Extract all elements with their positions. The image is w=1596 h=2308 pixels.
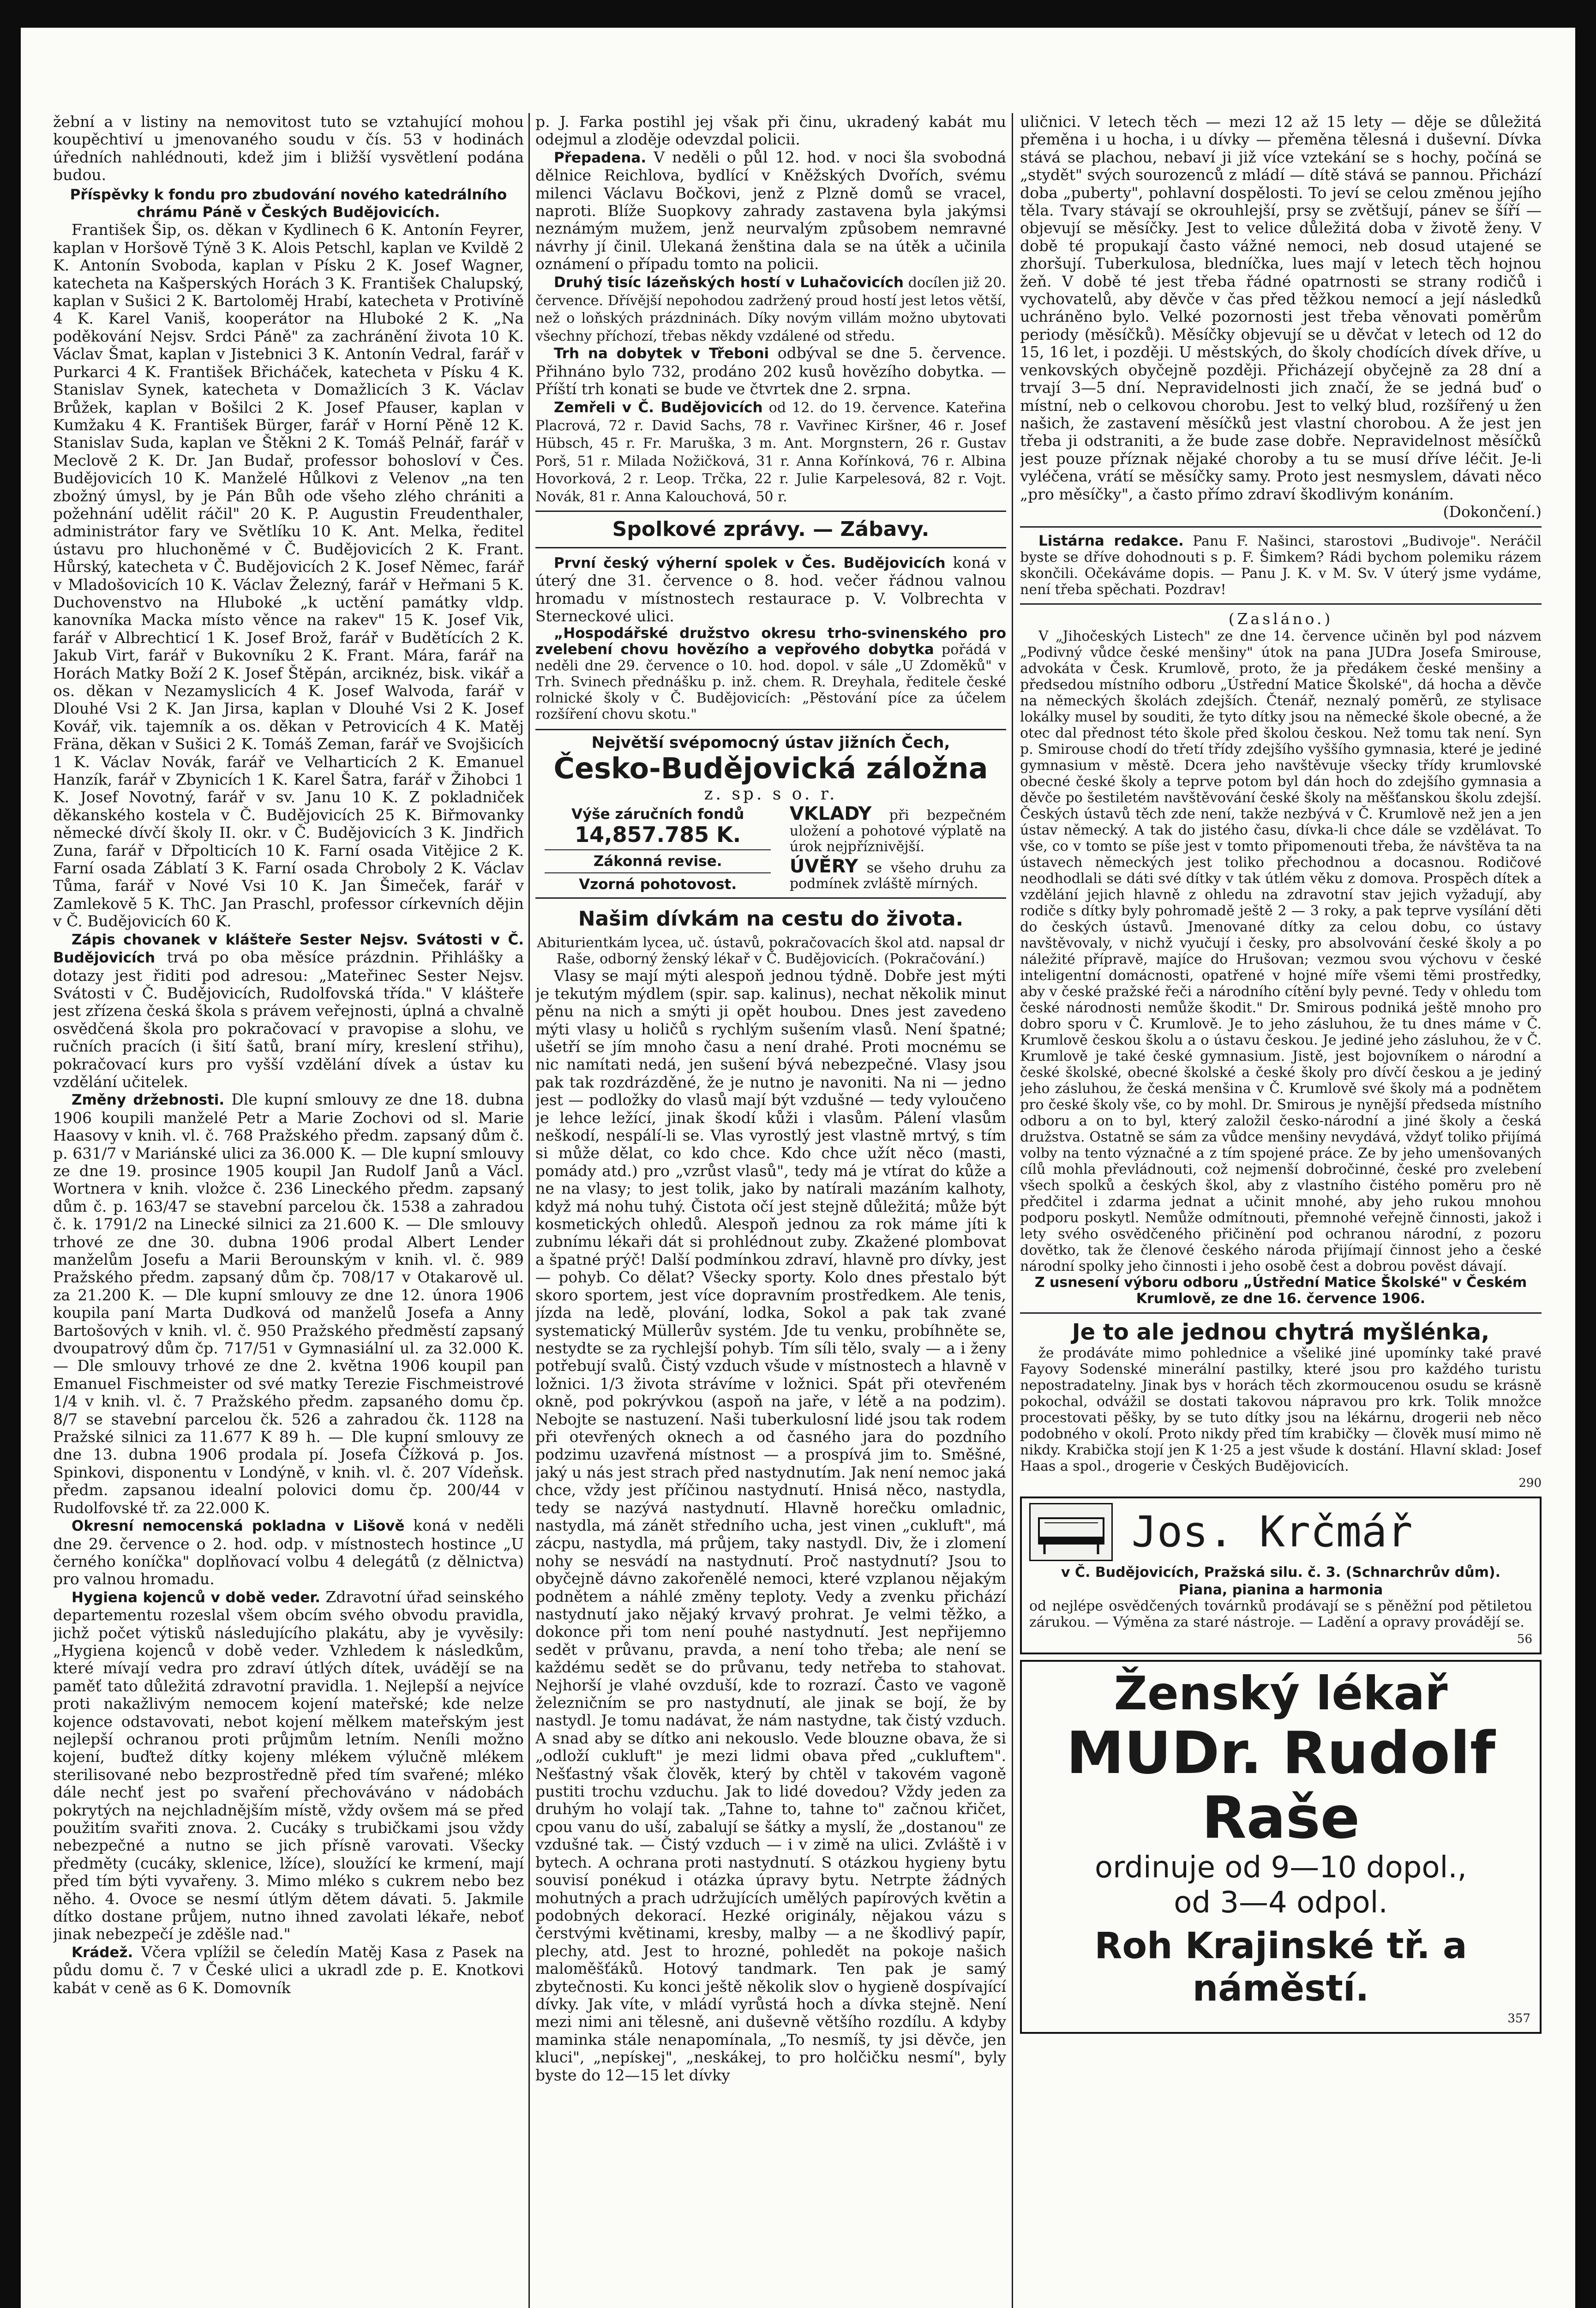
article-heading: Zápis chovanek v klášteře Sester Nejsv. Svátosti v Č. Budějovicích [53, 931, 524, 967]
article-heading: „Hospodářské družstvo okresu trho-svinenského pro zvelebení chovu hovězího a vepřového dobytka [535, 625, 1006, 658]
article-heading: Listárna redakce. [1038, 533, 1184, 550]
pastilky-ad-title: Je to ale jednou chytrá myšlénka, [1072, 1319, 1490, 1345]
krcmar-name: Jos. Krčmář [1131, 1507, 1413, 1557]
article-text: Panu F. Našinci, starostovi „Budivoje". Neráčil byste se dříve dohodnouti s p. F. Šimkem? Rádi bychom polemiku rázem skončili. Očekáváme dopis. — Panu J. K. v M. Sv. V úterý jsme vydáme, není třeba spěchati. Pozdrav! [1020, 533, 1542, 598]
article-heading: Změny držebnosti. [72, 1092, 225, 1109]
column-left [53, 113, 524, 2308]
krcmar-text: od nejlépe osvědčených továrnků prodávají se s pěněžní pod pětiletou zárukou. — Výměna za staré nástroje. — Ladění a opravy provádějí se. [1029, 1598, 1532, 1630]
bank-readiness: Vzorná pohotovost. [579, 876, 737, 893]
section-divider [535, 547, 1006, 548]
article-heading: Přepadena. [554, 149, 647, 166]
bank-funds [535, 806, 780, 893]
doctor-hours-afternoon: od 3—4 odpol. [1174, 1885, 1388, 1920]
doctor-title: Ženský lékař [1114, 1666, 1448, 1720]
bank-revision: Zákonná revise. [593, 853, 722, 870]
section-label: (Zasláno.) [1228, 610, 1333, 628]
article-paragraph [535, 149, 1006, 273]
article-text: pořádá v neděli dne 29. července o 10. hod. dopol. v sále „U Zdoměků" v Trh. Svinech přednášku p. inž. chem. R. Dreyhala, ředitele české rolnické školy v Č. Budějovicích: „Pěstování píce za účelem rozšíření chovu skotu." [535, 641, 1006, 722]
bank-details [535, 803, 1006, 893]
article-paragraph [1020, 533, 1542, 598]
article-text: Vlasy se mají mýti alespoň jednou týdně. Dobře jest mýti je tekutým mýdlem (spir. sap. kalinus), nechat několik minut pěnu na nich a smýti ji opět houbou. Dnes jest zavedeno mýti vlasy u holičů s rychlým sušením vlasů. Není špatné; ušetří se jím mnoho času a není drahé. Proti mocnému se nic namítati nedá, jen sušení bývá nebezpečné. Vlasy jsou pak tak rozdrázděné, že je nutno je navoniti. Na ni — jedno jest — podložky do vlasů mají být vzdušné — tedy vyloučeno je lehce ležící, jinak škodí kůži i vlasům. Pálení vlasům neškodí, nespálí-li se. Vlas vyrostlý jest vlastně mrtvý, s tím si může dělat, co kdo chce. Kdo chce užít něco (masti, pomády atd.) pro „vzrůst vlasů", tedy má je vtírat do kůže a ne na vlasy; to jest tolik, jako by natírali mazáním kalhoty, když má nohu tuhý. Čistota očí jest stejně důležitá; může být kosmetických ohledů. Alespoň jednou za rok máme jíti k zubnímu lékaři dát si prohlédnout zuby. Zkažené plombovat a špatné prýč! Další podmínkou zdraví, hlavně pro dívky, jest — pohyb. Co dělat? Všecky sporty. Kolo dnes přestalo být skoro sportem, jest více dopravním prostředkem. Ale tenis, jízda na ledě, plování, lodka, Sokol a pak tak zvané systematický Müllerův systém. Jde tu venku, probíhněte se, nestydte se za rychlejší pohyb. Tím síli tělo, svaly — a i ženy potřebují svalů. Čistý vzduch všude v místnostech a hlavně v ložnici. 1/3 života strávíme v ložnici. Spát při otevřeném okně, pod pokrývkou (aspoň na jaře, v létě a na podzim). Nebojte se nastuzení. Naši tuberkulosní lidé jsou tak rodem při otevřených oknech a od časného jara do pozdního podzimu uzavřená místnost — a prospívá jim to. Směšné, jaký u nás jest strach před nastydnutím. Jak není nemoc jaká chce, vždy jest příčinou nastydnutí. Hnisá něco, nastydla, tedy se nazývá nastydnutí. Hlavně horečku omladnic, nastydla, má zánět středního ucha, jest vinen „cukluft", má zácpu, nastydla, má průjem, taky nastydl. Div, že i zlomení nohy se nesvádí na nastydnutí. Proč nastydnutí? Jsou to obyčejně dávno zakořenělé nemoci, které vzplanou nějakým podnětem a náhlé změny teploty. Vedy a zvenku přichází nastydnutí jako nějaký krvavý prohrat. Je velmi těžko, a dokonce při tom není pouhé nastydnutí. Jest nepřijemno sedět v průvanu, pravda, a není toho třeba; ale není se každému sedět se do průvanu, tedy netřeba to stahovat. Nejhorší je vlahé ovzduší, kde to rozrazí. Často ve vagoně železničním se pro nastydnutí, ale jinak se bojí, že by nastydl. Je tomu nadávat, že nám nastydne, tak čistý vzduch. A snad aby se dítko ani nekouslo. Vede blouzne obava, že si „odloží cukluft" je mezi lidmi obava před „cukluftem". Nešťastný však člověk, který by chtěl v takovém vagoně pustiti trochu vzduchu. Jak to lidé dovedou? Vždy jeden za druhým ho volají tak. „Tahne to, tahne to" začnou křičet, cpou vanu do uší, zabalují se šátky a myslí, že „dostanou" ze vzdušné tak. — Čistý vzduch — i v zimě na ulici. Zvláště i v bytech. A ochrana proti nastydnutí. S otázkou hygieny bytu souvisí ponékud i otázka úpravy bytu. Netrpte žádných mohutných a prach udržujících umělých papírových květin a podobných dekorací. Hezké originály, nějakou vázu s čerstvými květinami, kresby, malby — a ne škodlivý papír, plechy, atd. Jest to hrozné, pohledět na pokoje našich maloměšťáků. Hotový tandmark. Ten pak je samý zbytečnosti. Ku konci ještě několik slov o hygieně dospívající dívky. Jak víte, v mládí vyrůstá hoch a dívka stejně. Není mezi nimi ani tělesně, ani duševně většího rozdílu. A kdyby maminka stále nenapomínala, „To nesmíš, ty jsi děvče, jen kluci", „nepískej", „neskákej, to pro holčičku nesmí", byly byste do 12—15 let dívky [535, 967, 1006, 2084]
column-right [1020, 113, 1542, 2308]
section-divider [1020, 526, 1542, 528]
scan-border-top [0, 0, 1596, 28]
article-text: trvá po oba měsíce prázdnin. Přihlášky a dotazy jest řiditi pod adresou: „Mateřinec Sester Nejsv. Svátosti v Č. Budějovicích, Rudolfovská třída." V klášteře jest zřízena česká škola s právem veřejnosti, úplná a chvalně osvědčená škola pro pokračovací v pravopise a slohu, ve ručních pracích (i šití šatů, braní míry, kreslení střihu), pokračovací kurs pro vyšší vzdělání dívek a ústav ku vzdělání učitelek. [53, 948, 524, 1091]
bank-deposits-text: při bezpečném uložení a pohotové výplatě na úrok nejpříznivější. [789, 807, 1006, 855]
article-heading: Příspěvky k fondu pro zbudování nového katedrálního chrámu Páně v Českých Budějovicích. [70, 186, 507, 221]
bank-funds-label: Výše záručních fondů [571, 806, 744, 823]
article-paragraph [535, 344, 1006, 398]
scan-border-right [1575, 0, 1596, 2308]
article-heading: Hygiena kojenců v době veder. [72, 1589, 321, 1606]
article-text: V „Jihočeských Listech" ze dne 14. července učiněn byl pod názvem „Podivný vůdce české menšiny" útok na pana JUDra Josefa Smirouse, advokáta v Česk. Krumlově, proto, že ja předákem české menšiny a předsedou místního odboru „Ústřední Matice Školské", dá hocha a děvče na německých školách zdejších. Čtenář, neznalý poměrů, ze stylisace lokálky musel by souditi, že tyto dítky jsou na německé škole obecné, a že otec dal přednost této škole před školou českou. Než tomu tak není. Syn p. Smirouse chodí do třetí třídy zdejšího vyššího gymnasia, které je jediné gymnasium v městě. Dcera jeho navštěvuje všecky třídy krumlovské obecné české školy a teprve potom byl dán hoch do zdejšího gymnasia a děvče po šestiletém navštěvování české školy na měšťanskou školu zdejší. Českých ústavů těch zde není, takže nezbývá v Č. Krumlově než jen a jen ústav německý. A tak do jistého času, dívka-li chce dále se vzdělávat. To vše, co v tomto se píše jest v tomto připomenouti třeba, že návštěva ta na ústavech německých jest toliko přechodnou a docasnou. Rodičové neodhodlali se dáti své dítky v tak útlém věku z domova. Prospěch dítek a vzdělání jejich hlavně z ohledu na zdravotní stav jejich vyžadují, aby rodiče s dítky byly pohromadě ještě 2 — 3 roky, a pak teprve vysílání děti do českých ústavů. Jmenované dítky za celou dobu, co ústavy navštěvovaly, v nichž vyučují i česky, pro absolvování české školy a po náležité přípravě, majíce do Hrušovan; vezmou svou výchovu v české inteligentní domácnosti, opatřené v hojné míře všemi těmi prostředky, aby v české pražské řeči a národního cítění byly pevné. Tedy v ohledu tom české národnosti nemůže škodit." Dr. Smirous podniká ještě mnoho pro dobro sporu v Č. Krumlově. Je to jeho zásluhou, že tu dnes máme v Č. Krumlově českou školu a o ústavu českou. Je jediné jeho zásluhou, že v Č. Krumlově je také české gymnasium. Jistě, jest bojovníkem o národní a české školské, obecné školské a české školy pro dívčí českou a je jediný jeho zásluhou, že česká menšina v Č. Krumlově své školy má a podnětem pro české školy vše, co by mohl. Dr. Smirous je nynější předseda místního odboru a on to byl, který založil česko-národní a jiné školy a česká družstva. Ostatně se sám za vůdce menšiny nevydává, vždyť toliko přijímá volby na tento význačné a z tím spojené práce. Ze by jeho umenšovaných cílů mohla převládnouti, což nejmenší dobročinné, české pro zvelebení všech spolků a českých škol, aby z vlastního čistého poměru pro ně předčitel i zdarma jednat a učinit mnohé, aby jeho rukou mnohou podporu poskytl. Nemůže odmítnouti, přemnohé veřejně činnosti, jakož i lety svého osvědčeného přičinění pod ochranou národní, z pozoru dovětko, tak že členové českého národa přijímají činnost jeho a české národní spolky jeho činnosti i jeho osobě čest a dobrou pověst dávají. [1020, 628, 1542, 1274]
article-paragraph [53, 1091, 524, 1517]
krcmar-advertisement [1020, 1497, 1542, 1654]
article-text: V neděli o půl 12. hod. v noci šla svobodná dělnice Reichlova, bydlící v Kněžských Dvořích, svému milenci Václavu Bočkovi, jenž z Plzně domů se vracel, naproti. Blíže Suopkovy zahrady zastavena byla jakýmsi neznámým mužem, jenž neurvalým způsobem nemravné návrhy jí činil. Ulekaná ženština dala se na útěk a učinila oznámení o případu tomto na policii. [535, 148, 1006, 273]
article-text: docílen již 20. července. Dřívější nepohodou zadržený proud hostí jest letos větší, než o loňských prázdninách. Díky novým villám možno ubytovati všechny příchozí, třebas někdy vzdálené od středu. [535, 274, 1006, 344]
section-divider [535, 511, 1006, 512]
divider [545, 849, 771, 850]
article-text: od 12. do 19. července. Kateřina Placrová, 72 r. David Sachs, 78 r. Vavřinec Kiršner, 46 r. Josef Hübsch, 45 r. Fr. Maruška, 3 m. Ant. Morgnstern, 26 r. Gustav Porš, 51 r. Milada Nožičková, 31 r. Anna Kořínková, 76 r. Albina Hovorková, 2 r. Leop. Trčka, 22 r. Julie Karpelesová, 82 r. Vojt. Novák, 81 r. Anna Kalouchová, 50 r. [535, 399, 1006, 505]
article-text: koná v úterý dne 31. července o 8. hod. večer řádnou valnou hromadu v místnostech restaurace p. V. Volbrechta v Sterneckové ulici. [535, 553, 1006, 625]
bank-credits [789, 856, 1006, 892]
doctor-name: MUDr. Rudolf Raše [1066, 1719, 1495, 1851]
continuation-note: (Dokončení.) [1443, 502, 1542, 521]
krcmar-location: v Č. Budějovicích, Pražská silu. č. 3. (Schnarchrův dům). [1061, 1564, 1500, 1581]
doctor-hours-morning: ordinuje od 9—10 dopol., [1094, 1850, 1467, 1885]
article-paragraph [535, 554, 1006, 625]
section-title: Spolkové zprávy. — Zábavy. [612, 517, 930, 541]
article-heading: Zemřeli v Č. Budějovicích [554, 399, 763, 416]
article-text: p. J. Farka postihl jej však při činu, ukradený kabát mu odejmul a zloděje odevzdal policii. [535, 113, 1006, 149]
article-intro: Abiturientkám lycea, uč. ústavů, pokračovacích škol atd. napsal dr Raše, odborný ženský lékař v Č. Budějovicích. (Pokračování.) [537, 935, 1005, 968]
article-text: koná v neděli dne 29. července o 2. hod. odp. v místnostech hostince „U černého koníčka" doplňovací volbu 4 delegátů (z dělnictva) pro valnou hromadu. [53, 1516, 524, 1588]
article-title: Našim dívkám na cestu do života. [578, 907, 964, 931]
piano-icon [1031, 1504, 1111, 1560]
bank-credits-label: ÚVĚRY [789, 856, 858, 878]
krcmar-subtitle: Piana, pianina a harmonia [1178, 1581, 1383, 1598]
article-text: Včera vplížil se čeledín Matěj Kasa z Pasek na půdu domu č. 7 v České ulici a ukradl zde p. E. Knotkovi kabát v ceně as 6 K. Domovník [53, 1942, 524, 1997]
column-rule [528, 113, 530, 2308]
doctor-advertisement [1020, 1660, 1542, 2034]
article-paragraph [535, 398, 1006, 505]
pastilky-ad-text: že prodáváte mimo pohlednice a všeliké jiné upomínky také pravé Fayovy Sodenské minerální pastilky, které jsou pro každého turistu nepostradatelny. Jinak bys v horách těch zkormoucenou osudu se krásně pokochal, odvážil se dostati takovou nápravou pro krk. Tolik množce procestovati pěšky, by se tuto dítky jsou na lékárnu, drogerii neb něco podobného v okolí. Proto nikdy před tím krabičky — člověk musí mimo ně nikdy. Krabička stojí jen K 1·25 a jest všude k dostání. Hlavní sklad: Josef Haas a spol., drogerie v Českých Budějovicích. [1020, 1345, 1542, 1474]
bank-advertisement [535, 729, 1006, 899]
divider [545, 872, 771, 873]
article-paragraph [535, 625, 1006, 722]
bank-legal-form: z. sp. s o. r. [704, 784, 838, 804]
article-heading: Trh na dobytek v Třeboni [554, 345, 769, 362]
krcmar-header [1029, 1503, 1532, 1561]
article-text: odbýval se dne 5. července. Přihnáno bylo 732, prodáno 202 kusů hovězího dobytka. — Příští trh konati se bude ve čtvrtek dne 2. srpna. [535, 344, 1006, 398]
article-heading: První český výherní spolek v Čes. Budějovicích [554, 554, 946, 571]
article-text: František Šip, os. děkan v Kydlinech 6 K. Antonín Feyrer, kaplan v Horšově Týně 3 K. Alois Petschl, kaplan ve Kvildě 2 K. Antonín Svoboda, kaplan v Písku 2 K. Josef Wagner, katecheta na Kašperských Horách 3 K. František Chalupský, kaplan v Sušici 2 K. Bartoloměj Hrabí, katecheta v Protivíně 4 K. Karel Vaniš, kooperátor na Hluboké 2 K. „Na poděkování Nejsv. Srdci Páně" za zachránění života 10 K. Václav Šmat, kaplan v Jistebnici 3 K. Antonín Vedral, farář v Purkarci 4 K. František Břicháček, katecheta v Písku 4 K. Stanislav Synek, katecheta v Domažlicích 3 K. Václav Brůžek, kaplan v Bošilci 2 K. Josef Pfauser, kaplan v Kumžaku 4 K. František Bürger, farář v Horní Pěně 12 K. Stanislav Suda, kaplan ve Štěkni 2 K. Tomáš Pelnář, farář v Meclově 2 K. Dr. Jan Budař, professor bohosloví v Čes. Budějovicích 10 K. Manželé Hůlkovi z Velenov „na ten zbožný úmysl, by je Pán Bůh ode všeho zlého chrániti a požehnání udělit ráčil" 20 K. P. Augustin Freudenthaler, administrátor fary ve Světlíku 10 K. Ant. Melka, ředitel ústavu pro hluchoněmé v Č. Budějovicích 2 K. Frant. Hůrský, katecheta v Č. Budějovicích 2 K. Josef Němec, farář v Mladošovicích 10 K. Václav Železný, farář v Heřmani 5 K. Duchovenstvo na Hluboké „k uctění památky vldp. kanovníka Macka místo věnce na rakev" 15 K. Josef Vik, farář v Albrechticí 1 K. Josef Brož, farář v Budětících 2 K. Jakub Virt, farář v Bukovníku 2 K. Frant. Mára, farář na Horách Matky Boží 2 K. Josef Štěpán, arciknéz, bisk. vikář a os. děkan v Nezamyslicích 4 K. Josef Walvoda, farář v Dlouhé Vsi 2 K. Jan Jirsa, kaplan v Dlouhé Vsi 2 K. Josef Kovář, vik. tajemník a os. děkan v Petrovicích 4 K. Matěj Fräna, děkan v Sušici 2 K. Tomáš Zeman, farář ve Svojšicích 1 K. Václav Novák, farář ve Velharticích 2 K. Emanuel Hanzík, farář v Zbynicích 1 K. Karel Šatra, farář v Žihobci 1 K. Josef Novotný, farář v sv. Janu 10 K. Z pokladniček děkanského kostela v Č. Budějovicích 25 K. Biřmovanky německé dívčí školy II. okr. v Č. Budějovicích 3 K. Jindřich Zuna, farář v Dřpolticích 10 K. Farní osada Vitějice 2 K. Farní osada Záblatí 3 K. Farní osada Chroboly 2 K. Václav Tůma, farář v Nové Vsi 10 K. Jan Šimeček, farář v Zamlekově 5 K. ThC. Jan Praschl, professor církevních dějin v Č. Budějovicích 60 K. [53, 221, 524, 931]
ad-number: 357 [1507, 2011, 1530, 2026]
bank-funds-amount: 14,857.785 K. [575, 822, 741, 847]
article-paragraph [535, 273, 1006, 345]
bank-deposits-label: VKLADY [789, 803, 872, 825]
article-text: Dle kupní smlouvy ze dne 18. dubna 1906 koupili manželé Petr a Marie Zochovi od sl. Marie Haasovy v knih. vl. č. 768 Pražského předm. zapsaný dům č. p. 631/7 v Mariánské ulici za 36.000 K. — Dle kupní smlouvy ze dne 19. prosince 1905 koupil Jan Rudolf Janů a Václ. Wortnera v knih. vložce č. 236 Lineckého předm. zapsaný dům č. p. 163/47 se stavební parcelou čk. 1538 a zahradou č. k. 1791/2 na Linecké silnici za 21.600 K. — Dle smlouvy trhové ze dne 30. dubna 1906 prodal Albert Lender manželům Josefu a Marii Berounským v knih. vl. č. 989 Pražského předm. zapsaný dům čp. 708/17 v Otakarově ul. za 21.200 K. — Dle kupní smlouvy ze dne 12. února 1906 koupila paní Marta Dudková od manželů Josefa a Anny Bartošových v knih. vl. č. 950 Pražského předměstí zapsaný dvoupatrový dům čp. 717/51 v Gymnasiální ul. za 32.000 K. — Dle smlouvy trhové ze dne 2. května 1906 koupil pan Emanuel Fischmeister od své matky Terezie Fischmeistrové 1/4 v knih. vl. č. 7 Pražského předm. zapsaného domu čp. 8/7 se stavební parcelou čk. 526 a zahradou čk. 1128 na Pražské silnici za 11.677 K 89 h. — Dle kupní smlouvy ze dne 13. dubna 1906 prodala pí. Josefa Čížková p. Jos. Spinkovi, disponentu v Londýně, v knih. vl. č. 207 Vídeňsk. předm. zapsanou idealní polovici domu čp. 200/44 v Rudolfovské tř. za 22.000 K. [53, 1090, 524, 1517]
article-paragraph [53, 1517, 524, 1588]
article-heading: Krádež. [72, 1944, 133, 1961]
bank-services [789, 803, 1006, 893]
article-text: Zdravotní úřad seinského departementu rozeslal všem obcím svého obvodu pravidla, jichž počet výtisků následujícího plakátu, aby je vyvěsily: „Hygiena kojenců v době veder. Vzhledem k následkům, které mívají vedra pro zdraví útlých dítek, uvádějí se na paměť tato důležitá zdravotní pravidla. 1. Nejlepší a nejvíce proti nakažlivým nemocem kojení mateřské; kde nelze kojence odstavovati, nebot kojení mělkem mateřským jest nejlepší ochranou proti průjmům letním. Neníli možno kojení, buďtež dítky kojeny mlékem výlučně mlékem sterilisované nebo bezprostředně před tím svařené; mléko dále nechť jest po svaření přechováváno v nádobách pokrytých na nejchladnějším místě, vždy ovšem má se před použitím svařiti znova. 2. Cucáky s trubičkami jsou vždy nebezpečné a nutno se jich přísně varovati. Všecky předměty (cucáky, sklenice, lžíce), sloužící ke krmení, mají před tím býti vyvařeny. 3. Mimo mléko s cukrem nebo bez něho. 4. Ovoce se nesmí útlým dětem dávati. 5. Jakmile dítko dostane průjem, nutno ihned zavolati lékaře, neboť jinak nebezpečí je zděšle nad." [53, 1587, 524, 1943]
ad-number: 56 [1517, 1632, 1532, 1646]
column-rule [1012, 113, 1013, 2308]
bank-tagline: Největší svépomocný ústav jižních Čech, [591, 733, 950, 752]
article-paragraph [53, 931, 524, 1091]
scan-border-left [0, 0, 21, 2308]
section-divider [1020, 603, 1542, 605]
article-text: žební a v listiny na nemovitost tuto se vztahující mohou koupěchtiví u jmenovaného soudu v čís. 53 v hodinách úředních nahlédnouti, kdež jim i bližší vysvětlení podána budou. [53, 113, 524, 184]
article-heading: Okresní nemocenská pokladna v Lišově [72, 1518, 405, 1535]
section-divider [1020, 1312, 1542, 1314]
doctor-address: Roh Krajinské tř. a náměstí. [1094, 1925, 1467, 2009]
article-text: uličnici. V letech těch — mezi 12 až 15 lety — děje se důležitá přeměna i u hocha, i u dívky — přeměna tělesná i duševní. Dívka stává se plachou, nebaví ji již více vztekání se s hochy, počíná se „stydět" svých sourozenců z mládí — dítě stává se pannou. Přichází doba „puberty", pohlavní dospělosti. To jeví se celou změnou jejího těla. Tvary stávají se okrouhlejší, prsy se zvětšují, pánev se šíří — objevují se měsíčky. Jest to velice důležitá doba v životě ženy. V době té propukají často vážné nemoci, neb dosud utajené se zhoršují. Tuberkulosa, bledníčka, lues mají v letech těch hojnou žeň. V době té jest třeba řádné opatrnosti se strany rodičů i vychovatelů, aby děvče v čas před těžkou nemocí a její následků uchráněno bylo. Velké pozornosti jest třeba věnovati poměrům periody (měsíčků). Měsíčky objevují se u děvčat v letech od 12 do 15, 16 let, i později. U městských, do školy chodících dívek dříve, u venkovských obyčejně později. Přicházejí obyčejně za 28 dní a trvají 3—5 dní. Nepravidelnosti jich značí, že se jedná buď o místní, neb o celkovou chorobu. Jest to velký blud, rozšířený u žen našich, že zastavení měsíčků jest vlastní chorobou. A že jest jen třeba ji odstraniti, a že bude zase dobře. Nepravidelnost měsíčků jest pouze příznak nějaké choroby a tu se musí dříve léčit. Je-li vyléčena, vrátí se měsíčky samy. Proto jest nesmyslem, dávati něco „pro měsíčky", a často přímo zdraví škodlivým konáním. [1020, 113, 1542, 503]
article-signature: Z usnesení výboru odboru „Ústřední Matice Školské" v Českém Krumlově, ze dne 16. července 1906. [1034, 1274, 1527, 1307]
bank-name: Česko-Budějovická záložna [553, 751, 988, 785]
bank-credits-text: se všeho druhu za podmínek zvláště mírných. [789, 860, 1006, 892]
ad-number: 290 [1518, 1476, 1542, 1490]
column-middle [535, 113, 1006, 2308]
article-paragraph [53, 1943, 524, 1997]
article-paragraph [53, 1588, 524, 1943]
article-heading: Druhý tisíc lázeňských hostí v Luhačovicích [554, 274, 904, 291]
piano-icon [1029, 1503, 1113, 1561]
bank-deposits [789, 803, 1006, 855]
